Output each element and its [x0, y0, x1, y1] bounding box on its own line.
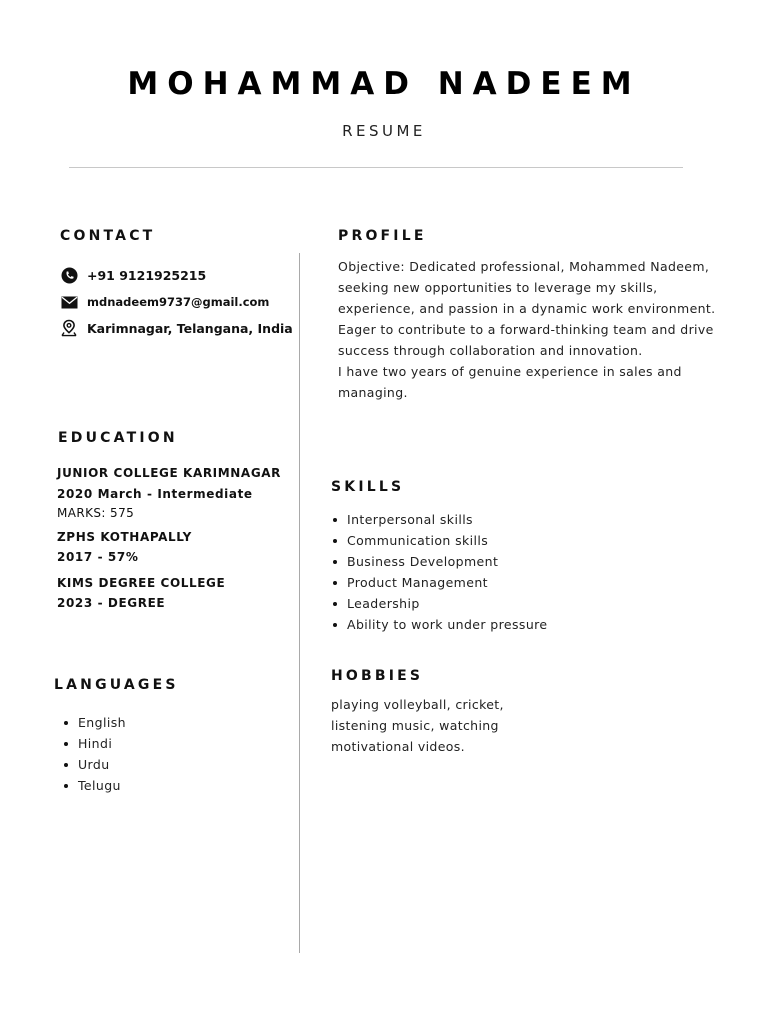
list-item: Urdu — [62, 754, 126, 775]
list-item: Communication skills — [331, 530, 548, 551]
education-school: JUNIOR COLLEGE KARIMNAGAR — [57, 466, 281, 480]
profile-line: I have two years of genuine experience in sales and — [338, 364, 682, 379]
profile-heading: PROFILE — [338, 228, 427, 244]
education-detail: 2017 - 57% — [57, 550, 139, 564]
list-item: Interpersonal skills — [331, 509, 548, 530]
languages-list — [62, 712, 126, 796]
education-detail: 2020 March - Intermediate — [57, 487, 253, 501]
education-school: KIMS DEGREE COLLEGE — [57, 576, 226, 590]
skills-heading: SKILLS — [331, 479, 405, 495]
list-item: Product Management — [331, 572, 548, 593]
profile-line: success through collaboration and innovation. — [338, 343, 643, 358]
list-item: Leadership — [331, 593, 548, 614]
skills-list — [331, 509, 548, 635]
contact-email[interactable]: mdnadeem9737@gmail.com — [87, 295, 270, 309]
contact-location-row — [60, 320, 293, 336]
profile-line: Objective: Dedicated professional, Mohammed Nadeem, — [338, 259, 710, 274]
mail-icon — [60, 294, 78, 310]
hobbies-heading: HOBBIES — [331, 668, 424, 684]
hobbies-text — [331, 694, 504, 757]
hobbies-line: playing volleyball, cricket, — [331, 697, 504, 712]
resume-subtitle: RESUME — [342, 122, 426, 140]
profile-line: managing. — [338, 385, 408, 400]
profile-line: seeking new opportunities to leverage my skills, — [338, 280, 658, 295]
contact-location: Karimnagar, Telangana, India — [87, 320, 293, 336]
profile-line: experience, and passion in a dynamic work environment. — [338, 301, 716, 316]
location-pin-icon — [60, 320, 78, 336]
languages-heading: LANGUAGES — [54, 677, 179, 693]
resume-name: MOHAMMAD NADEEM — [127, 66, 641, 102]
list-item: Hindi — [62, 733, 126, 754]
education-detail: 2023 - DEGREE — [57, 596, 166, 610]
contact-email-row — [60, 294, 269, 310]
phone-icon — [60, 267, 78, 283]
contact-phone[interactable]: +91 9121925215 — [87, 267, 207, 283]
list-item: Telugu — [62, 775, 126, 796]
hobbies-line: motivational videos. — [331, 739, 465, 754]
profile-line: Eager to contribute to a forward-thinking team and drive — [338, 322, 714, 337]
list-item: Business Development — [331, 551, 548, 572]
contact-phone-row — [60, 267, 206, 283]
education-school: ZPHS KOTHAPALLY — [57, 530, 192, 544]
hobbies-line: listening music, watching — [331, 718, 499, 733]
contact-heading: CONTACT — [60, 228, 156, 244]
profile-text — [338, 256, 715, 403]
header-divider — [69, 167, 683, 168]
list-item: Ability to work under pressure — [331, 614, 548, 635]
list-item: English — [62, 712, 126, 733]
column-divider — [299, 253, 300, 953]
education-marks: MARKS: 575 — [57, 506, 135, 520]
education-heading: EDUCATION — [58, 430, 178, 446]
